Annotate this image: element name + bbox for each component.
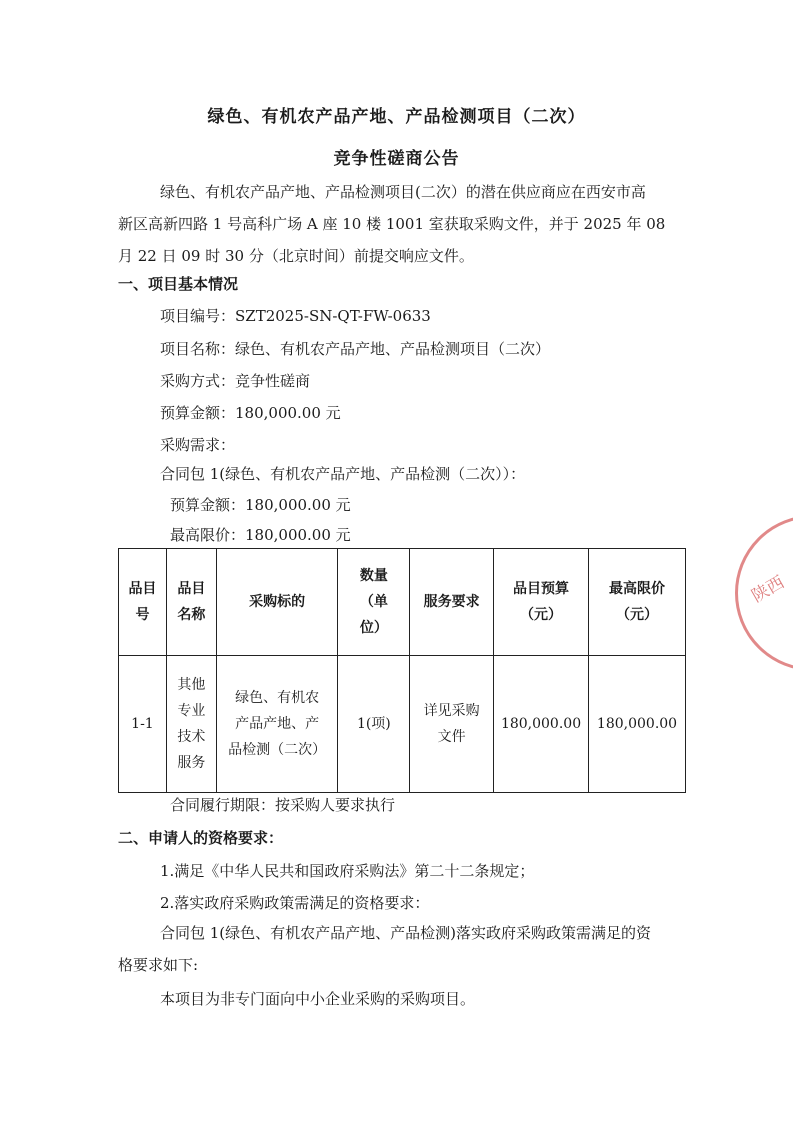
header-subject: 采购标的 — [216, 549, 338, 656]
project-name: 项目名称：绿色、有机农产品产地、产品检测项目（二次） — [160, 340, 551, 358]
cell-subject: 绿色、有机农 产品产地、产 品检测（二次） — [216, 656, 338, 793]
budget-amount: 预算金额：180,000.00 元 — [160, 404, 341, 422]
cell-max-price: 180,000.00 — [589, 656, 686, 793]
section-heading-basic-info: 一、项目基本情况 — [118, 275, 239, 293]
package-requirement-line: 格要求如下: — [118, 956, 199, 974]
procurement-method: 采购方式：竞争性磋商 — [160, 372, 311, 390]
cell-quantity: 1(项) — [338, 656, 410, 793]
cell-service: 详见采购 文件 — [410, 656, 494, 793]
official-seal-text: 陕西 — [748, 572, 788, 607]
section-heading-qualifications: 二、申请人的资格要求： — [118, 829, 284, 847]
document-subtitle: 竞争性磋商公告 — [333, 149, 460, 169]
qualification-requirement-2: 2.落实政府采购政策需满足的资格要求： — [160, 894, 430, 912]
header-quantity: 数量 （单 位） — [338, 549, 410, 656]
header-item-no: 品目 号 — [119, 549, 167, 656]
cell-item-budget: 180,000.00 — [494, 656, 589, 793]
package-requirement-paragraph — [118, 917, 690, 981]
header-item-budget: 品目预算 （元） — [494, 549, 589, 656]
intro-line: 月 22 日 09 时 30 分（北京时间）前提交响应文件。 — [118, 247, 474, 265]
table-row — [119, 656, 686, 793]
package-requirement-line: 合同包 1(绿色、有机农产品产地、产品检测)落实政府采购政策需满足的资 — [160, 924, 652, 942]
table-header-row — [119, 549, 686, 656]
header-service: 服务要求 — [410, 549, 494, 656]
document-title: 绿色、有机农产品产地、产品检测项目（二次） — [207, 107, 586, 127]
package-budget: 预算金额：180,000.00 元 — [170, 496, 351, 514]
requirements-label: 采购需求： — [160, 436, 236, 454]
qualification-requirement-1: 1.满足《中华人民共和国政府采购法》第二十二条规定； — [160, 862, 535, 880]
package-max-price: 最高限价：180,000.00 元 — [170, 526, 351, 544]
project-number: 项目编号：SZT2025-SN-QT-FW-0633 — [160, 307, 431, 325]
header-item-name: 品目 名称 — [166, 549, 216, 656]
intro-paragraph — [118, 176, 690, 272]
procurement-table — [118, 548, 686, 793]
package-label: 合同包 1(绿色、有机农产品产地、产品检测（二次））： — [160, 465, 526, 483]
contract-period: 合同履行期限：按采购人要求执行 — [170, 796, 396, 814]
sme-note: 本项目为非专门面向中小企业采购的采购项目。 — [160, 990, 476, 1008]
cell-item-name: 其他 专业 技术 服务 — [166, 656, 216, 793]
header-max-price: 最高限价 （元） — [589, 549, 686, 656]
cell-item-no: 1-1 — [119, 656, 167, 793]
intro-line: 绿色、有机农产品产地、产品检测项目(二次）的潜在供应商应在西安市高 — [160, 183, 646, 201]
intro-line: 新区高新四路 1 号高科广场 A 座 10 楼 1001 室获取采购文件，并于 2025 年 08 — [118, 215, 666, 233]
